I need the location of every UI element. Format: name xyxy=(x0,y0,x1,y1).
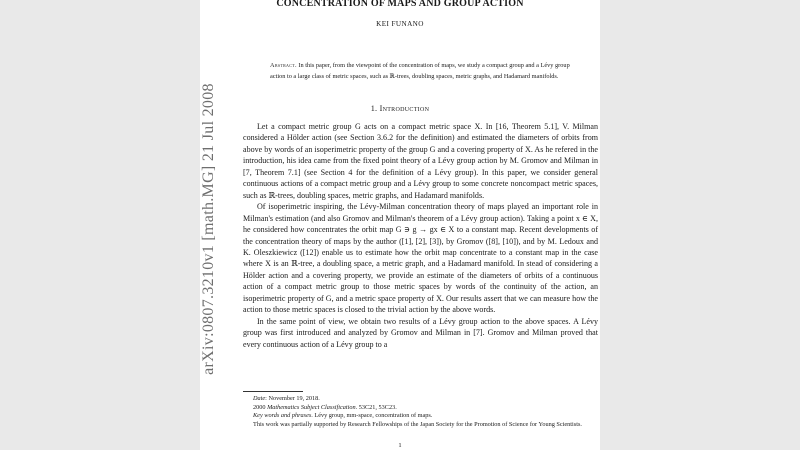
arxiv-identifier: arXiv:0807.3210v1 [math.MG] 21 Jul 2008 xyxy=(200,83,217,375)
abstract-text: In this paper, from the viewpoint of the concentration of maps, we study a compact group and a Lévy group action to a large class of metric spaces, such as ℝ-trees, doubling spaces, metric graphs, and Hadamard manifolds. xyxy=(270,62,570,80)
abstract xyxy=(270,61,570,82)
footnote-rule xyxy=(243,391,303,392)
msc-value: . 53C21, 53C23. xyxy=(355,403,397,411)
footnote-support: This work was partially supported by Research Fellowships of the Japan Society for the Promotion of Science for Young Scientists. xyxy=(253,420,582,428)
msc-year: 2000 xyxy=(253,403,266,411)
keywords-value: . Lévy group, mm-space, concentration of maps. xyxy=(311,412,433,420)
body-text xyxy=(243,121,598,350)
paper-author: KEI FUNANO xyxy=(376,20,424,28)
paragraph-1: Let a compact metric group G acts on a compact metric space X. In [16, Theorem 5.1], V. Milman considered a Hölder action (see Section 3.6.2 for the definition) and estimated the diameters of orbits from above by words of an isoperimetric property of the group G and a covering property of X. As he refered in the introduction, his idea came from the fixed point theory of a Lévy group action by M. Gromov and Milman in [7, Theorem 7.1] (see Section 4 for the definition of a Lévy group). In this paper, we consider general continuous actions of a compact metric group and a Lévy group to some concrete noncompact metric spaces, such as ℝ-trees, doubling spaces, metric graphs, and Hadamard manifolds. xyxy=(243,122,598,200)
paper-title: CONCENTRATION OF MAPS AND GROUP ACTION xyxy=(276,0,524,9)
footnote-msc xyxy=(243,404,598,413)
section-title: Introduction xyxy=(379,104,430,113)
abstract-label: Abstract. xyxy=(270,62,297,69)
keywords-label: Key words and phrases xyxy=(253,412,312,420)
date-label: Date xyxy=(253,395,266,402)
msc-label: Mathematics Subject Classification xyxy=(267,403,356,411)
paragraph-2: Of isoperimetric inspiring, the Lévy-Milman concentration theory of maps played an important role in Milman's estimation (and also Gromov and Milman's theorem of a Lévy group action). Taking a point x ∈ X, he considered how concentrates the orbit map G ∋ g → gx ∈ X to a constant map. Recent developments of the concentration theory of maps by the author ([1], [2], [3]), by Gromov ([8], [10]), and by M. Ledoux and K. Oleszkiewicz ([12]) enable us to estimate how the orbit map concentrate to a constant map in the case where X is an ℝ-tree, a doubling space, a metric graph, and a Hadamard manifold. In stead of considering a Hölder action and a covering property, we provide an estimate of the diameters of orbits of a continuous action of a compact metric group to those metric spaces by words of the continuity of the action, an isoperimetric property of G, and a metric space property of X. Our results assert that we can measure how the action to those metric spaces is closed to the trivial action by the above words. xyxy=(243,202,598,315)
page-number: 1 xyxy=(398,442,402,449)
footnote-date xyxy=(243,395,598,404)
date-value: : November 19, 2018. xyxy=(265,395,320,402)
viewer-background-right xyxy=(600,0,800,450)
footnote-keywords xyxy=(243,412,598,421)
viewer-background-left xyxy=(0,0,200,450)
section-heading xyxy=(200,104,600,113)
footnotes xyxy=(243,395,598,429)
paragraph-3: In the same point of view, we obtain two results of a Lévy group action to the above spaces. A Lévy group was first introduced and analyzed by Gromov and Milman in [7]. Gromov and Milman proved that every continuous action of a Lévy group to a xyxy=(243,316,598,349)
section-number: 1. xyxy=(370,104,378,113)
